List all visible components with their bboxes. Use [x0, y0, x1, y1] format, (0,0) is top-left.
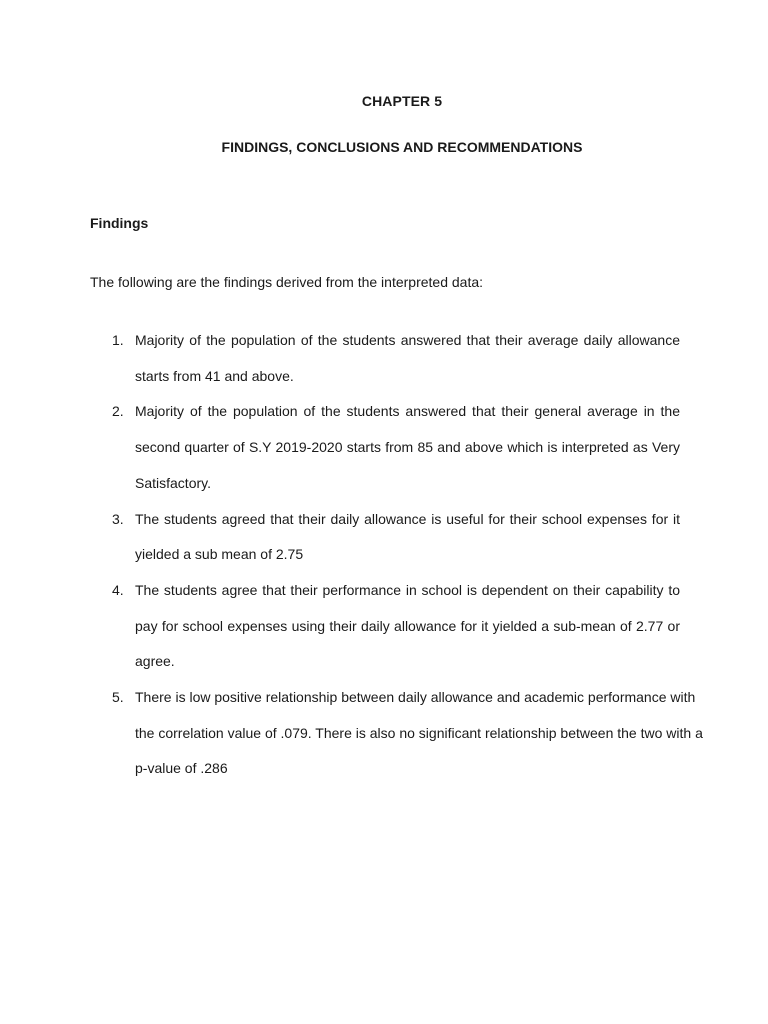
list-item-text: The students agreed that their daily allowance is useful for their school expenses for it yielded a sub mean of 2.75: [135, 510, 680, 563]
list-item: [110, 680, 703, 787]
section-heading: Findings: [90, 215, 149, 231]
list-item-number: 3.: [112, 510, 124, 527]
findings-list: [110, 323, 703, 787]
list-item-number: 1.: [112, 332, 124, 348]
list-item-number: 5.: [112, 689, 124, 706]
list-item: [110, 573, 680, 680]
list-item-text: Majority of the population of the students answered that their general average in the second quarter of S.Y 2019-2020 starts from 85 and above which is interpreted as Very Satisfactory.: [135, 403, 680, 491]
list-item-text: The students agree that their performance in school is dependent on their capability to pay for school expenses using their daily allowance for it yielded a sub-mean of 2.77 or agree.: [135, 581, 680, 670]
list-item: [110, 502, 680, 573]
chapter-heading: CHAPTER 5: [361, 93, 443, 109]
intro-paragraph: The following are the findings derived from the interpreted data:: [90, 274, 484, 290]
list-item: [110, 323, 680, 394]
list-item: [110, 394, 680, 501]
list-item-number: 4.: [112, 581, 124, 598]
list-item-text: Majority of the population of the students answered that their average daily allowance starts from 41 and above.: [135, 332, 680, 384]
list-item-text: There is low positive relationship between daily allowance and academic performance with the correlation value of .079. There is also no significant relationship between the two with a p-value of .286: [135, 689, 703, 777]
list-item-number: 2.: [112, 403, 124, 420]
chapter-title: FINDINGS, CONCLUSIONS AND RECOMMENDATIONS: [221, 139, 583, 155]
